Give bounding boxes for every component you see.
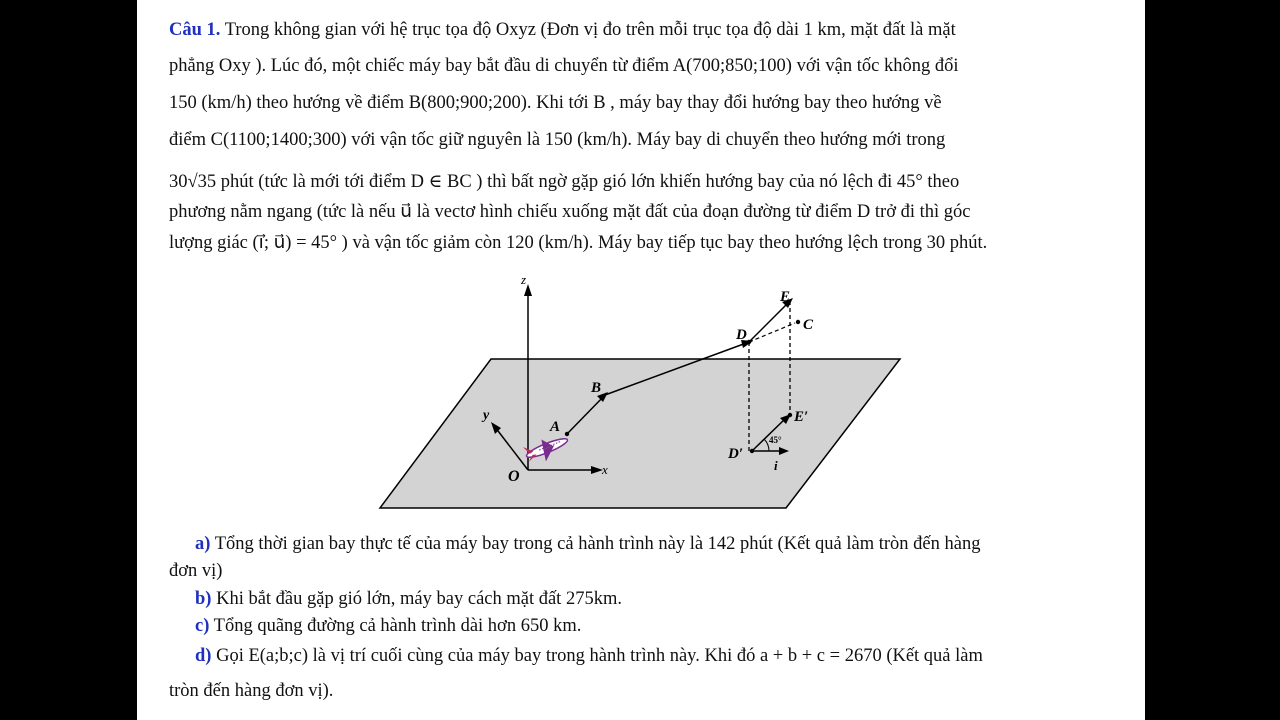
label-y: y [483, 408, 490, 423]
segment-dc-dashed [749, 323, 795, 342]
point-d [747, 340, 751, 344]
question-line-3: 150 (km/h) theo hướng về điểm B(800;900;200). Khi tới B , máy bay thay đổi hướng bay theo hướng về [169, 93, 942, 113]
point-dp [750, 449, 754, 453]
option-a: a) Tổng thời gian bay thực tế của máy bay trong cả hành trình này là 142 phút (Kết quả làm tròn đến hàng [195, 534, 981, 554]
label-a: A [550, 419, 561, 435]
label-e-prime: E′ [794, 409, 809, 425]
label-e: E [780, 289, 791, 305]
question-line-1: Câu 1. Trong không gian với hệ trục tọa độ Oxyz (Đơn vị đo trên mỗi trục tọa độ dài 1 km, mặt đất là mặt [169, 20, 956, 40]
option-d-continued: tròn đến hàng đơn vị). [169, 681, 334, 701]
question-label: Câu 1. [169, 20, 221, 40]
geometry-figure [377, 268, 907, 513]
option-b: b) Khi bắt đầu gặp gió lớn, máy bay cách mặt đất 275km. [195, 589, 622, 609]
point-ep [788, 413, 792, 417]
label-d: D [736, 327, 747, 343]
label-i: i [774, 458, 778, 473]
option-c: c) Tổng quãng đường cả hành trình dài hơn 650 km. [195, 616, 582, 636]
question-line-5: 30√35 phút (tức là mới tới điểm D ∈ BC ) thì bất ngờ gặp gió lớn khiến hướng bay của nó lệch đi 45° theo [169, 172, 960, 192]
point-a [565, 432, 569, 436]
option-d: d) Gọi E(a;b;c) là vị trí cuối cùng của máy bay trong hành trình này. Khi đó a + b + c = 2670 (Kết quả làm [195, 646, 983, 666]
question-line-6: phương nằm ngang (tức là nếu u⃗ là vectơ hình chiếu xuống mặt đất của đoạn đường từ điểm D trở đi thì góc [169, 202, 971, 222]
option-a-continued: đơn vị) [169, 561, 223, 581]
label-o: O [508, 468, 520, 485]
label-z: z [521, 272, 527, 287]
label-angle: 45° [769, 435, 782, 445]
label-b: B [591, 380, 602, 396]
label-c: C [803, 317, 814, 333]
segment-de [749, 301, 790, 342]
question-line-4: điểm C(1100;1400;300) với vận tốc giữ nguyên là 150 (km/h). Máy bay di chuyển theo hướng mới trong [169, 130, 946, 150]
label-d-prime: D′ [728, 446, 744, 462]
label-x: x [602, 462, 608, 477]
point-c [796, 320, 800, 324]
question-line-7: lượng giác (i⃗; u⃗) = 45° ) và vận tốc giảm còn 120 (km/h). Máy bay tiếp tục bay theo hướng lệch trong 30 phút. [169, 233, 988, 253]
document-page [137, 0, 1145, 720]
question-line-2: phẳng Oxy ). Lúc đó, một chiếc máy bay bắt đầu di chuyển từ điểm A(700;850;100) với vận tốc không đổi [169, 56, 959, 76]
